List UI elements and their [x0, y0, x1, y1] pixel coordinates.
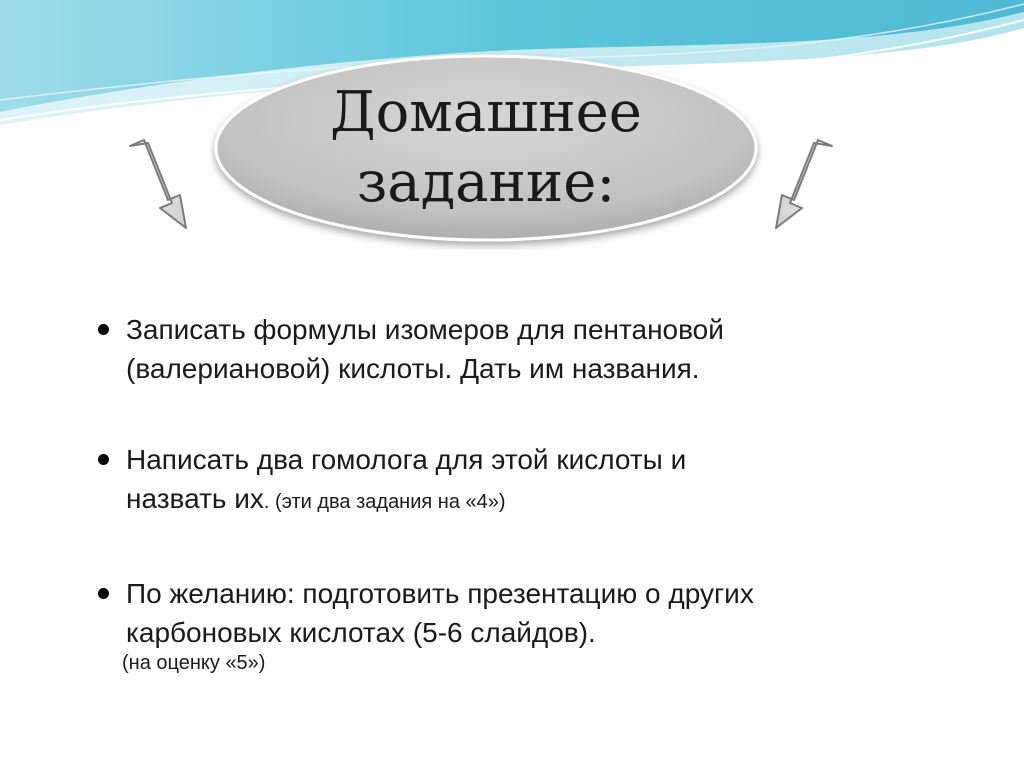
arrow-down-left-icon: [766, 132, 836, 232]
task-item-3-line2: карбоновых кислотах (5-6 слайдов).: [126, 617, 596, 648]
task-item-3: [96, 574, 956, 652]
task-list: [96, 310, 956, 704]
slide-title-line1: Домашнее: [330, 80, 642, 145]
arrow-down-right-icon: [126, 132, 196, 232]
slide-title: [210, 78, 762, 218]
task-item-2-line2: назвать их: [126, 483, 264, 514]
grade-footnote: (на оценку «5»): [122, 652, 266, 674]
task-item-1-line2: (валериановой) кислоты. Дать им названия.: [126, 353, 700, 384]
task-item-1-line1: Записать формулы изомеров для пентановой: [126, 314, 724, 345]
slide-title-line2: задание:: [356, 150, 616, 215]
task-item-2-note: . (эти два задания на «4»): [263, 491, 506, 513]
task-item-1: [96, 310, 956, 388]
task-item-3-line1: По желанию: подготовить презентацию о других: [126, 578, 754, 609]
task-item-2: [96, 440, 956, 522]
task-item-2-line1: Написать два гомолога для этой кислоты и: [126, 444, 687, 475]
